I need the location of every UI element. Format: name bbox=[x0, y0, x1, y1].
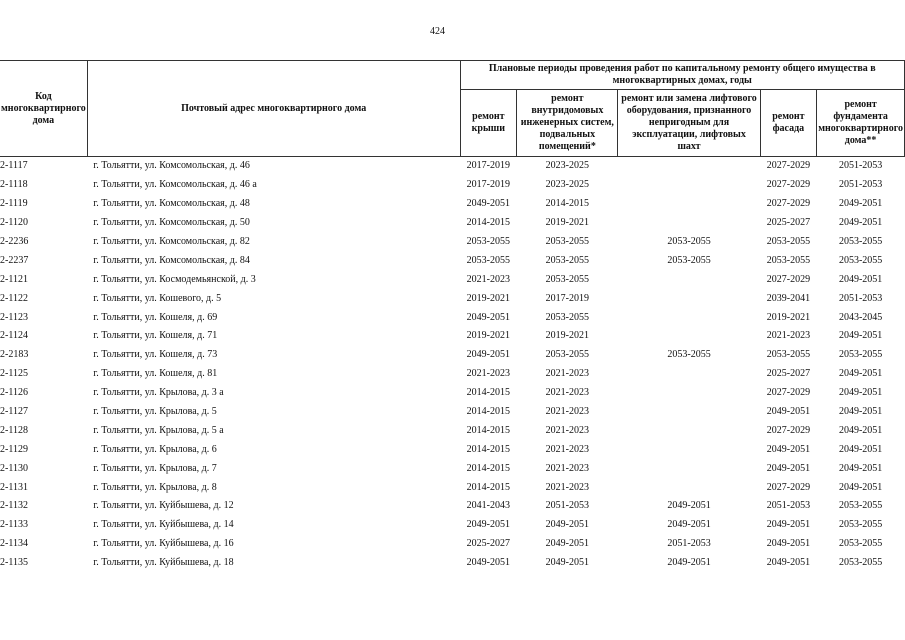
cell-address: г. Тольятти, ул. Кошеля, д. 69 bbox=[93, 311, 218, 323]
table-row bbox=[0, 384, 905, 403]
cell-code bbox=[0, 195, 87, 214]
table-row bbox=[0, 535, 905, 554]
cell-facade: 2025-2027 bbox=[766, 217, 811, 229]
cell-foundation: 2049-2051 bbox=[838, 368, 883, 380]
table-row bbox=[0, 157, 905, 176]
cell-address: г. Тольятти, ул. Кошеля, д. 81 bbox=[93, 368, 218, 380]
cell-facade: 2027-2029 bbox=[766, 273, 811, 285]
cell-engineering: 2021-2023 bbox=[545, 406, 589, 418]
cell-foundation: 2049-2051 bbox=[838, 462, 883, 474]
cell-address: г. Тольятти, ул. Комсомольская, д. 48 bbox=[93, 198, 250, 210]
cell-code bbox=[0, 478, 87, 497]
cell-code bbox=[0, 365, 87, 384]
cell-code bbox=[0, 251, 87, 270]
cell-address: г. Тольятти, ул. Кошевого, д. 5 bbox=[93, 292, 222, 304]
cell-roof: 2014-2015 bbox=[466, 424, 511, 436]
cell-facade: 2049-2051 bbox=[766, 443, 811, 455]
code-text: 2-1123 bbox=[0, 311, 28, 323]
cell-elevator: 2049-2051 bbox=[667, 500, 711, 512]
table-row bbox=[0, 554, 905, 573]
cell-elevator bbox=[618, 459, 760, 478]
cell-foundation: 2049-2051 bbox=[838, 330, 883, 342]
table-row bbox=[0, 233, 905, 252]
cell-code bbox=[0, 554, 87, 573]
cell-foundation: 2049-2051 bbox=[838, 406, 883, 418]
cell-address: г. Тольятти, ул. Кошеля, д. 71 bbox=[93, 330, 218, 342]
code-text: 2-1118 bbox=[0, 179, 28, 191]
cell-address: г. Тольятти, ул. Космодемьянской, д. 3 bbox=[93, 273, 256, 285]
cell-address: г. Тольятти, ул. Комсомольская, д. 50 bbox=[93, 217, 250, 229]
cell-foundation: 2053-2055 bbox=[838, 236, 883, 247]
code-text: 2-1132 bbox=[0, 500, 28, 512]
cell-roof: 2049-2051 bbox=[466, 519, 511, 531]
header-foundation: ремонт фундамента многоквартирного дома** bbox=[817, 90, 905, 157]
cell-engineering: 2053-2055 bbox=[545, 236, 589, 247]
cell-address: г. Тольятти, ул. Крылова, д. 8 bbox=[93, 481, 217, 493]
cell-elevator bbox=[618, 478, 760, 497]
cell-elevator bbox=[618, 403, 760, 422]
code-text: 2-1127 bbox=[0, 406, 28, 418]
cell-facade: 2053-2055 bbox=[766, 254, 811, 266]
cell-roof: 2019-2021 bbox=[466, 292, 511, 304]
cell-foundation: 2049-2051 bbox=[838, 387, 883, 399]
cell-roof: 2041-2043 bbox=[466, 500, 511, 512]
repair-schedule-table bbox=[0, 60, 905, 573]
cell-engineering: 2053-2055 bbox=[545, 311, 589, 323]
code-text: 2-2236 bbox=[0, 236, 29, 247]
cell-facade: 2027-2029 bbox=[766, 179, 811, 191]
code-text: 2-1122 bbox=[0, 292, 28, 304]
cell-roof: 2021-2023 bbox=[466, 273, 511, 285]
cell-engineering: 2017-2019 bbox=[545, 292, 589, 304]
cell-foundation: 2053-2055 bbox=[838, 519, 883, 531]
table-row bbox=[0, 289, 905, 308]
table-row bbox=[0, 516, 905, 535]
header-planned-periods: Плановые периоды проведения работ по капитальному ремонту общего имущества в многоквартирных домах, годы bbox=[460, 61, 904, 90]
cell-facade: 2053-2055 bbox=[766, 236, 811, 247]
cell-elevator: 2049-2051 bbox=[667, 519, 711, 531]
table-row bbox=[0, 346, 905, 365]
cell-elevator bbox=[618, 365, 760, 384]
cell-address: г. Тольятти, ул. Крылова, д. 3 а bbox=[93, 387, 224, 399]
cell-code bbox=[0, 459, 87, 478]
cell-engineering: 2021-2023 bbox=[545, 462, 589, 474]
cell-address: г. Тольятти, ул. Куйбышева, д. 12 bbox=[93, 500, 234, 512]
code-text: 2-1117 bbox=[0, 160, 28, 172]
cell-roof: 2053-2055 bbox=[466, 254, 511, 266]
cell-engineering: 2023-2025 bbox=[545, 160, 589, 172]
cell-foundation: 2051-2053 bbox=[838, 292, 883, 304]
cell-address: г. Тольятти, ул. Крылова, д. 5 а bbox=[93, 424, 224, 436]
cell-roof: 2049-2051 bbox=[466, 557, 511, 569]
cell-engineering: 2021-2023 bbox=[545, 424, 589, 436]
cell-facade: 2019-2021 bbox=[766, 311, 811, 323]
cell-engineering: 2053-2055 bbox=[545, 273, 589, 285]
cell-roof: 2049-2051 bbox=[466, 349, 511, 361]
cell-foundation: 2049-2051 bbox=[838, 424, 883, 436]
cell-code bbox=[0, 233, 87, 252]
cell-elevator bbox=[618, 421, 760, 440]
cell-code bbox=[0, 157, 87, 176]
cell-foundation: 2053-2055 bbox=[838, 538, 883, 550]
cell-foundation: 2053-2055 bbox=[838, 349, 883, 361]
cell-address: г. Тольятти, ул. Комсомольская, д. 82 bbox=[93, 236, 250, 247]
cell-engineering: 2051-2053 bbox=[545, 500, 589, 512]
table-row bbox=[0, 403, 905, 422]
code-text: 2-1120 bbox=[0, 217, 28, 229]
cell-facade: 2027-2029 bbox=[766, 198, 811, 210]
cell-foundation: 2049-2051 bbox=[838, 273, 883, 285]
code-text: 2-1124 bbox=[0, 330, 28, 342]
cell-facade: 2049-2051 bbox=[766, 462, 811, 474]
table-row bbox=[0, 176, 905, 195]
cell-foundation: 2049-2051 bbox=[838, 198, 883, 210]
cell-facade: 2049-2051 bbox=[766, 538, 811, 550]
cell-elevator bbox=[618, 327, 760, 346]
code-text: 2-1133 bbox=[0, 519, 28, 531]
header-row-top bbox=[0, 61, 905, 90]
cell-foundation: 2049-2051 bbox=[838, 443, 883, 455]
cell-code bbox=[0, 308, 87, 327]
cell-code bbox=[0, 403, 87, 422]
cell-roof: 2014-2015 bbox=[466, 443, 511, 455]
cell-elevator bbox=[618, 440, 760, 459]
code-text: 2-1121 bbox=[0, 273, 28, 285]
cell-address: г. Тольятти, ул. Кошеля, д. 73 bbox=[93, 349, 218, 361]
cell-engineering: 2049-2051 bbox=[545, 538, 589, 550]
code-text: 2-1126 bbox=[0, 387, 28, 399]
cell-address: г. Тольятти, ул. Куйбышева, д. 16 bbox=[93, 538, 234, 550]
header-elevator: ремонт или замена лифтового оборудования, признанного непригодным для эксплуатации, лифтовых шахт bbox=[618, 90, 760, 157]
cell-roof: 2021-2023 bbox=[466, 368, 511, 380]
cell-elevator bbox=[618, 157, 760, 176]
cell-elevator: 2053-2055 bbox=[667, 254, 711, 266]
cell-roof: 2053-2055 bbox=[466, 236, 511, 247]
cell-facade: 2027-2029 bbox=[766, 481, 811, 493]
cell-roof: 2014-2015 bbox=[466, 217, 511, 229]
code-text: 2-1134 bbox=[0, 538, 28, 550]
cell-elevator: 2049-2051 bbox=[667, 557, 711, 569]
header-facade: ремонт фасада bbox=[760, 90, 817, 157]
cell-foundation: 2043-2045 bbox=[838, 311, 883, 323]
table-row bbox=[0, 421, 905, 440]
cell-engineering: 2014-2015 bbox=[545, 198, 589, 210]
cell-foundation: 2053-2055 bbox=[838, 500, 883, 512]
cell-elevator bbox=[618, 289, 760, 308]
cell-address: г. Тольятти, ул. Крылова, д. 6 bbox=[93, 443, 217, 455]
cell-code bbox=[0, 440, 87, 459]
cell-elevator: 2051-2053 bbox=[667, 538, 711, 550]
cell-roof: 2014-2015 bbox=[466, 462, 511, 474]
cell-engineering: 2049-2051 bbox=[545, 519, 589, 531]
table-row bbox=[0, 459, 905, 478]
cell-foundation: 2049-2051 bbox=[838, 481, 883, 493]
table-row bbox=[0, 327, 905, 346]
table-row bbox=[0, 308, 905, 327]
cell-roof: 2049-2051 bbox=[466, 311, 511, 323]
cell-code bbox=[0, 535, 87, 554]
cell-elevator bbox=[618, 270, 760, 289]
cell-roof: 2025-2027 bbox=[466, 538, 511, 550]
table-row bbox=[0, 270, 905, 289]
table-row bbox=[0, 440, 905, 459]
cell-roof: 2019-2021 bbox=[466, 330, 511, 342]
cell-roof: 2049-2051 bbox=[466, 198, 511, 210]
cell-code bbox=[0, 497, 87, 516]
cell-facade: 2039-2041 bbox=[766, 292, 811, 304]
cell-address: г. Тольятти, ул. Крылова, д. 5 bbox=[93, 406, 217, 418]
table-row bbox=[0, 195, 905, 214]
cell-engineering: 2049-2051 bbox=[545, 557, 589, 569]
cell-roof: 2014-2015 bbox=[466, 406, 511, 418]
cell-facade: 2053-2055 bbox=[766, 349, 811, 361]
cell-code bbox=[0, 421, 87, 440]
table-body bbox=[0, 157, 905, 573]
cell-engineering: 2021-2023 bbox=[545, 481, 589, 493]
code-text: 2-1125 bbox=[0, 368, 28, 380]
cell-foundation: 2049-2051 bbox=[838, 217, 883, 229]
cell-elevator bbox=[618, 308, 760, 327]
cell-address: г. Тольятти, ул. Комсомольская, д. 46 bbox=[93, 160, 250, 172]
cell-address: г. Тольятти, ул. Крылова, д. 7 bbox=[93, 462, 217, 474]
cell-elevator: 2053-2055 bbox=[667, 236, 711, 247]
cell-engineering: 2019-2021 bbox=[545, 217, 589, 229]
cell-address: г. Тольятти, ул. Куйбышева, д. 14 bbox=[93, 519, 234, 531]
cell-code bbox=[0, 214, 87, 233]
cell-foundation: 2053-2055 bbox=[838, 254, 883, 266]
cell-foundation: 2051-2053 bbox=[838, 160, 883, 172]
cell-address: г. Тольятти, ул. Комсомольская, д. 84 bbox=[93, 254, 250, 266]
cell-engineering: 2023-2025 bbox=[545, 179, 589, 191]
cell-code bbox=[0, 327, 87, 346]
cell-elevator bbox=[618, 176, 760, 195]
cell-code bbox=[0, 289, 87, 308]
cell-address: г. Тольятти, ул. Куйбышева, д. 18 bbox=[93, 557, 234, 569]
code-text: 2-1129 bbox=[0, 443, 28, 455]
cell-roof: 2014-2015 bbox=[466, 387, 511, 399]
cell-code bbox=[0, 384, 87, 403]
cell-code bbox=[0, 270, 87, 289]
table-row bbox=[0, 478, 905, 497]
code-text: 2-1131 bbox=[0, 481, 28, 493]
cell-elevator bbox=[618, 214, 760, 233]
cell-elevator: 2053-2055 bbox=[667, 349, 711, 361]
cell-facade: 2027-2029 bbox=[766, 424, 811, 436]
cell-roof: 2017-2019 bbox=[466, 160, 511, 172]
header-code: Код многоквартирного дома bbox=[0, 61, 87, 157]
cell-facade: 2049-2051 bbox=[766, 519, 811, 531]
code-text: 2-2183 bbox=[0, 349, 29, 361]
code-text: 2-1130 bbox=[0, 462, 28, 474]
header-roof: ремонт крыши bbox=[460, 90, 517, 157]
cell-code bbox=[0, 176, 87, 195]
code-text: 2-1119 bbox=[0, 198, 28, 210]
cell-address: г. Тольятти, ул. Комсомольская, д. 46 а bbox=[93, 179, 257, 191]
cell-engineering: 2021-2023 bbox=[545, 387, 589, 399]
header-engineering: ремонт внутридомовых инженерных систем, подвальных помещений* bbox=[517, 90, 618, 157]
table-row bbox=[0, 497, 905, 516]
cell-engineering: 2021-2023 bbox=[545, 368, 589, 380]
cell-facade: 2049-2051 bbox=[766, 406, 811, 418]
cell-facade: 2021-2023 bbox=[766, 330, 811, 342]
cell-roof: 2017-2019 bbox=[466, 179, 511, 191]
cell-elevator bbox=[618, 195, 760, 214]
cell-engineering: 2053-2055 bbox=[545, 254, 589, 266]
table-header bbox=[0, 61, 905, 157]
code-text: 2-1128 bbox=[0, 424, 28, 436]
code-text: 2-1135 bbox=[0, 557, 28, 569]
cell-facade: 2025-2027 bbox=[766, 368, 811, 380]
cell-engineering: 2053-2055 bbox=[545, 349, 589, 361]
header-address: Почтовый адрес многоквартирного дома bbox=[87, 61, 460, 157]
cell-roof: 2014-2015 bbox=[466, 481, 511, 493]
table-row bbox=[0, 365, 905, 384]
cell-engineering: 2019-2021 bbox=[545, 330, 589, 342]
cell-facade: 2049-2051 bbox=[766, 557, 811, 569]
cell-elevator bbox=[618, 384, 760, 403]
cell-facade: 2027-2029 bbox=[766, 387, 811, 399]
table-row bbox=[0, 214, 905, 233]
cell-facade: 2051-2053 bbox=[766, 500, 811, 512]
cell-engineering: 2021-2023 bbox=[545, 443, 589, 455]
cell-code bbox=[0, 516, 87, 535]
cell-facade: 2027-2029 bbox=[766, 160, 811, 172]
table-row bbox=[0, 251, 905, 270]
code-text: 2-2237 bbox=[0, 254, 29, 266]
cell-foundation: 2051-2053 bbox=[838, 179, 883, 191]
cell-foundation: 2053-2055 bbox=[838, 557, 883, 569]
cell-code bbox=[0, 346, 87, 365]
page-number: 424 bbox=[430, 26, 445, 37]
